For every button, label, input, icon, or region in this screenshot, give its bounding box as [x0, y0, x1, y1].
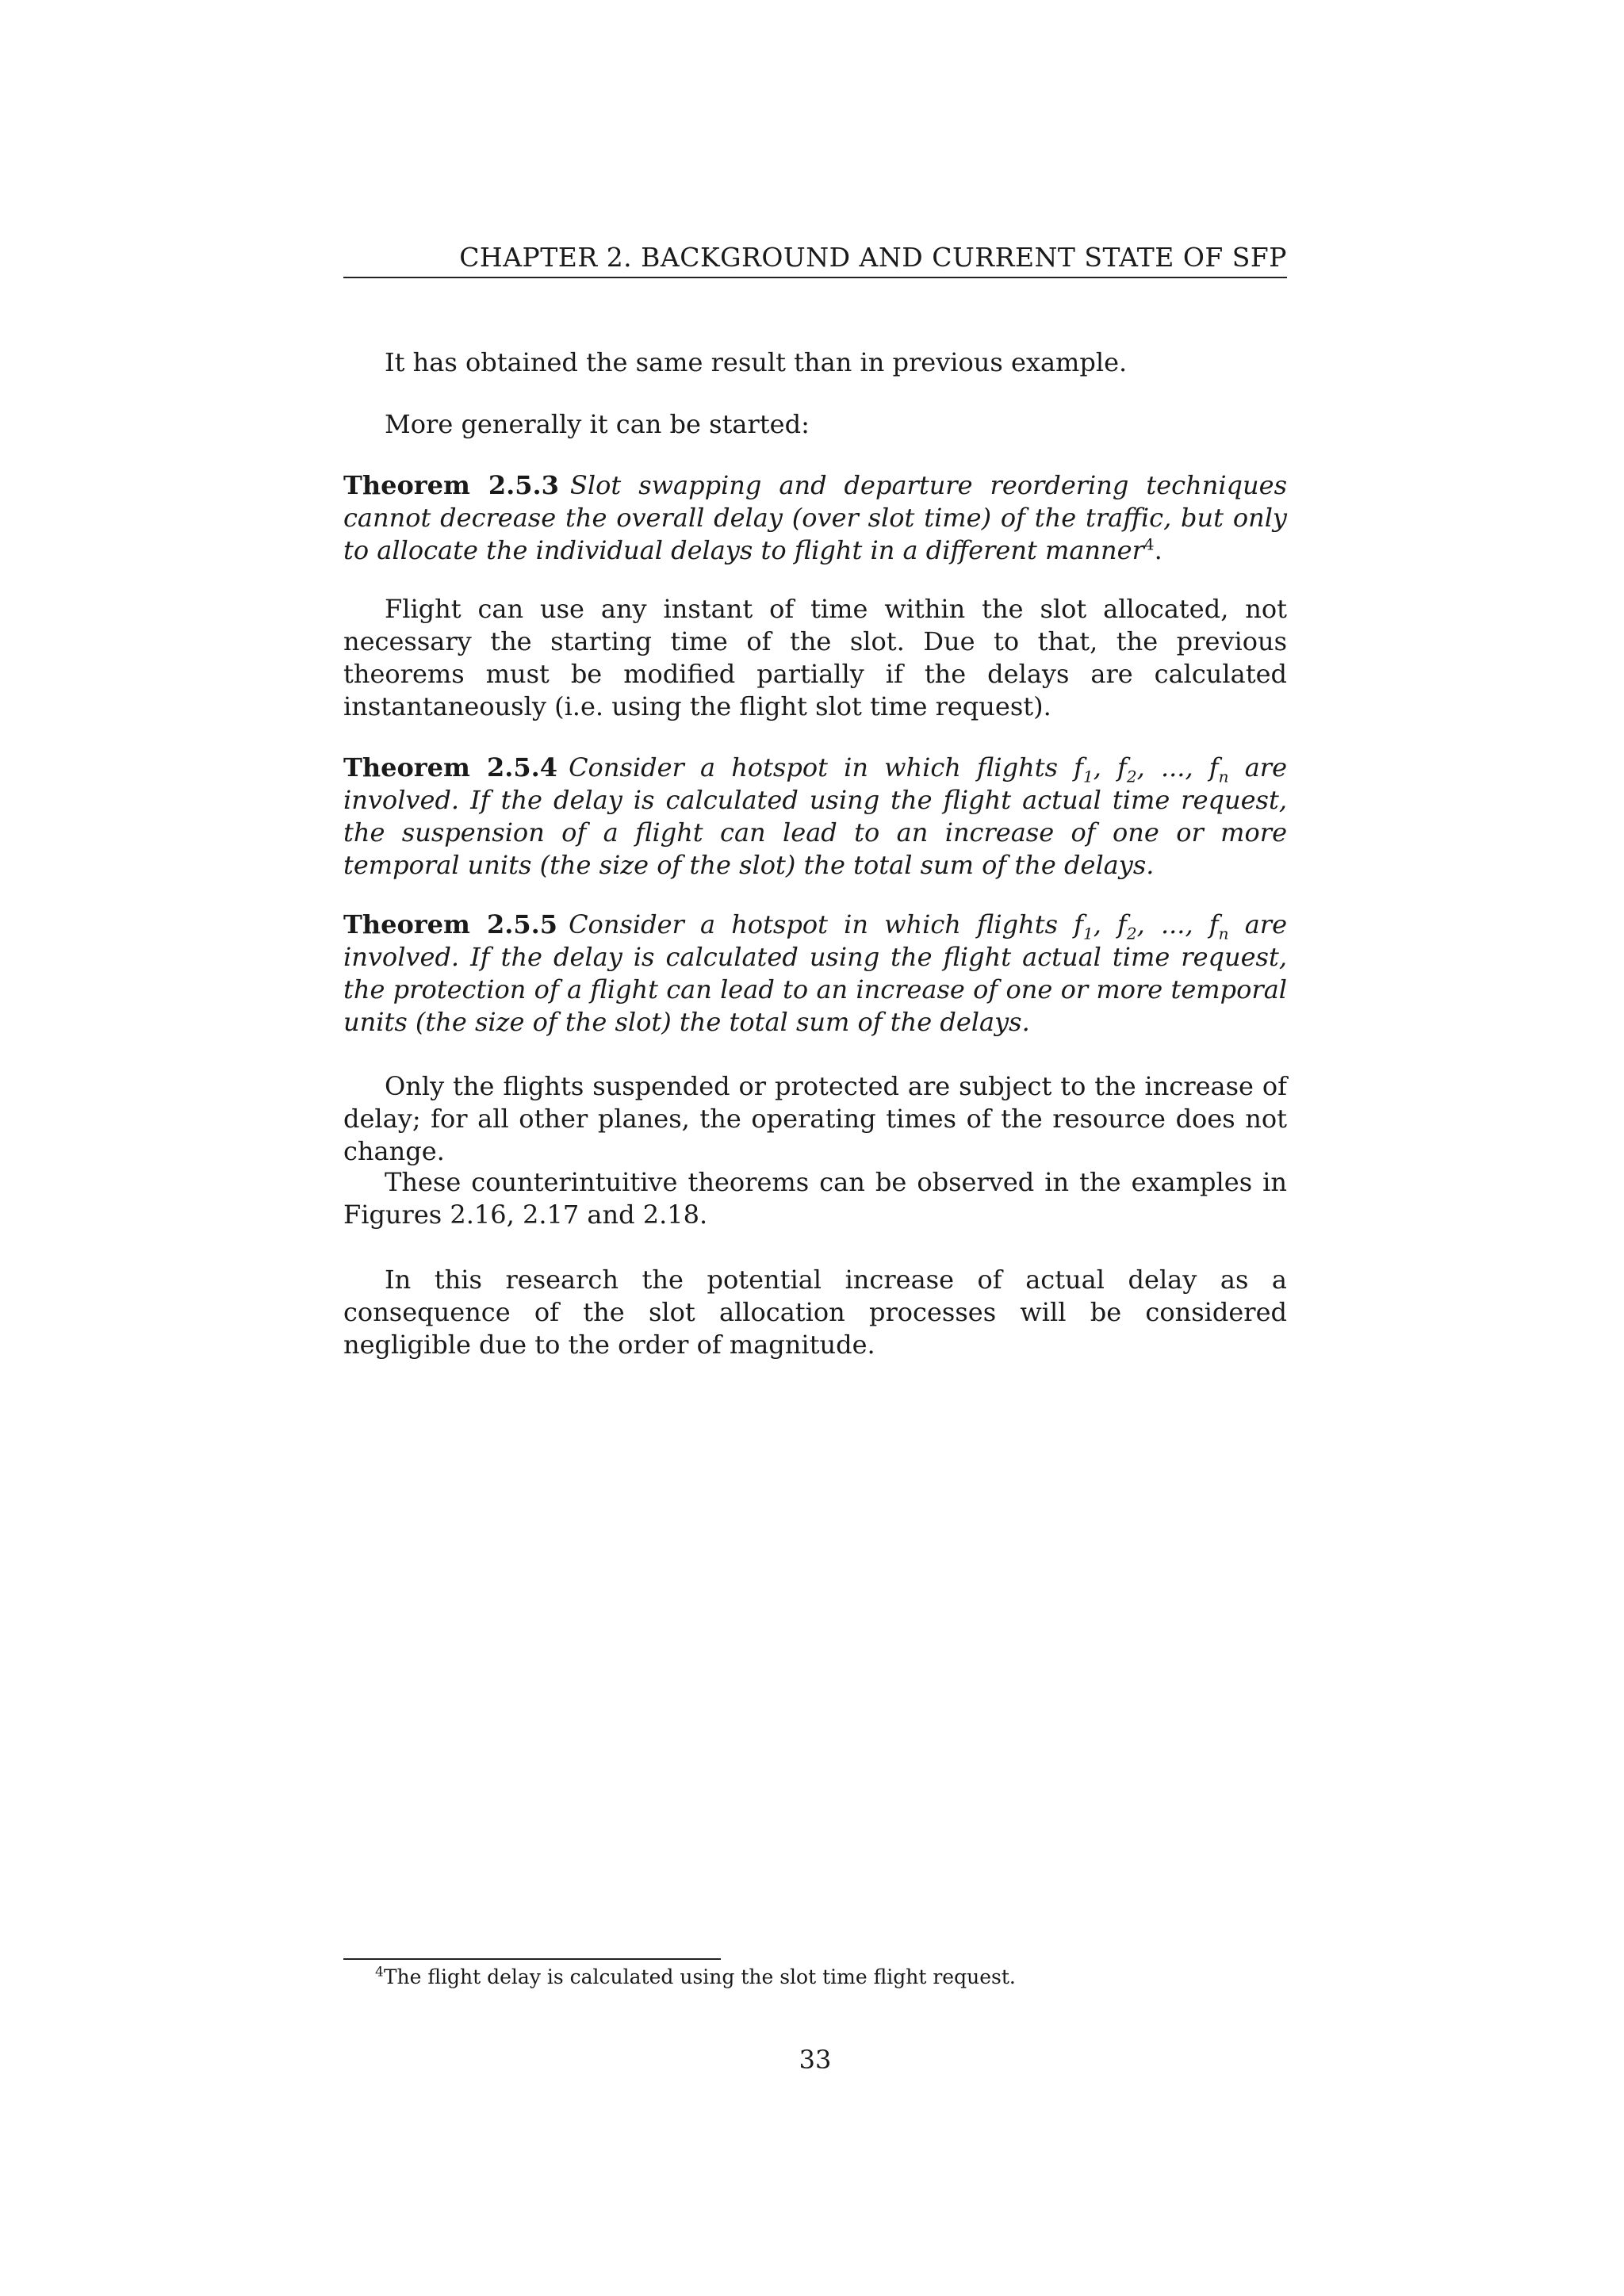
theorem-text: Slot swapping and departure reordering techniques cannot decrease the overall delay (over slot time) of the traffic, but only to allocate the individual delays to flight in a different manner	[343, 470, 1287, 565]
theorem-2-5-5	[343, 909, 1287, 1039]
paragraph-suspended: Only the flights suspended or protected are subject to the increase of delay; for all other planes, the operating times of the resource does not change.	[343, 1071, 1287, 1166]
theorem-label: Theorem 2.5.5	[343, 909, 558, 939]
footnote-text: The flight delay is calculated using the slot time flight request.	[383, 1965, 1016, 1988]
theorem-2-5-4	[343, 752, 1287, 882]
theorem-text-start: Consider a hotspot in which flights	[569, 752, 1058, 783]
footnote-mark: 4	[375, 1964, 384, 1980]
theorem-text-start: Consider a hotspot in which flights	[569, 909, 1058, 939]
paragraph-generally: More generally it can be started:	[385, 409, 810, 439]
page-number: 33	[799, 2045, 832, 2075]
paragraph-research: In this research the potential increase of actual delay as a consequence of the slot allocation processes will be considered negligible due to the order of magnitude.	[343, 1265, 1287, 1360]
theorem-label: Theorem 2.5.4	[343, 752, 558, 783]
paragraph-counterintuitive: These counterintuitive theorems can be observed in the examples in Figures 2.16, 2.17 and 2.18.	[343, 1167, 1287, 1230]
running-header: CHAPTER 2. BACKGROUND AND CURRENT STATE OF SFP	[343, 242, 1287, 278]
footnote-rule	[343, 1958, 721, 1960]
footnote-reference: 4	[1143, 534, 1155, 554]
paragraph-result: It has obtained the same result than in previous example.	[385, 347, 1128, 377]
theorem-2-5-3	[343, 469, 1287, 567]
theorem-text-end: are involved. If the delay is calculated using the flight actual time request, the protection of a flight can lead to an increase of one or more temporal units (the size of the slot) the total sum of the delays.	[343, 909, 1287, 1037]
theorem-label: Theorem 2.5.3	[343, 470, 559, 500]
math-flight-set: $f_1$, $f_2$, ..., $f_n$	[1074, 752, 1229, 786]
theorem-end: .	[1154, 535, 1162, 565]
footnote	[343, 1965, 1287, 1990]
theorem-text-end: are involved. If the delay is calculated using the flight actual time request, the suspension of a flight can lead to an increase of one or more temporal units (the size of the slot) the total sum of the delays.	[343, 752, 1287, 880]
math-flight-set: $f_1$, $f_2$, ..., $f_n$	[1074, 909, 1229, 943]
paragraph-instant: Flight can use any instant of time within the slot allocated, not necessary the starting time of the slot. Due to that, the previous theorems must be modified partially if the delays are calculated instantaneously (i.e. using the flight slot time request).	[343, 594, 1287, 721]
